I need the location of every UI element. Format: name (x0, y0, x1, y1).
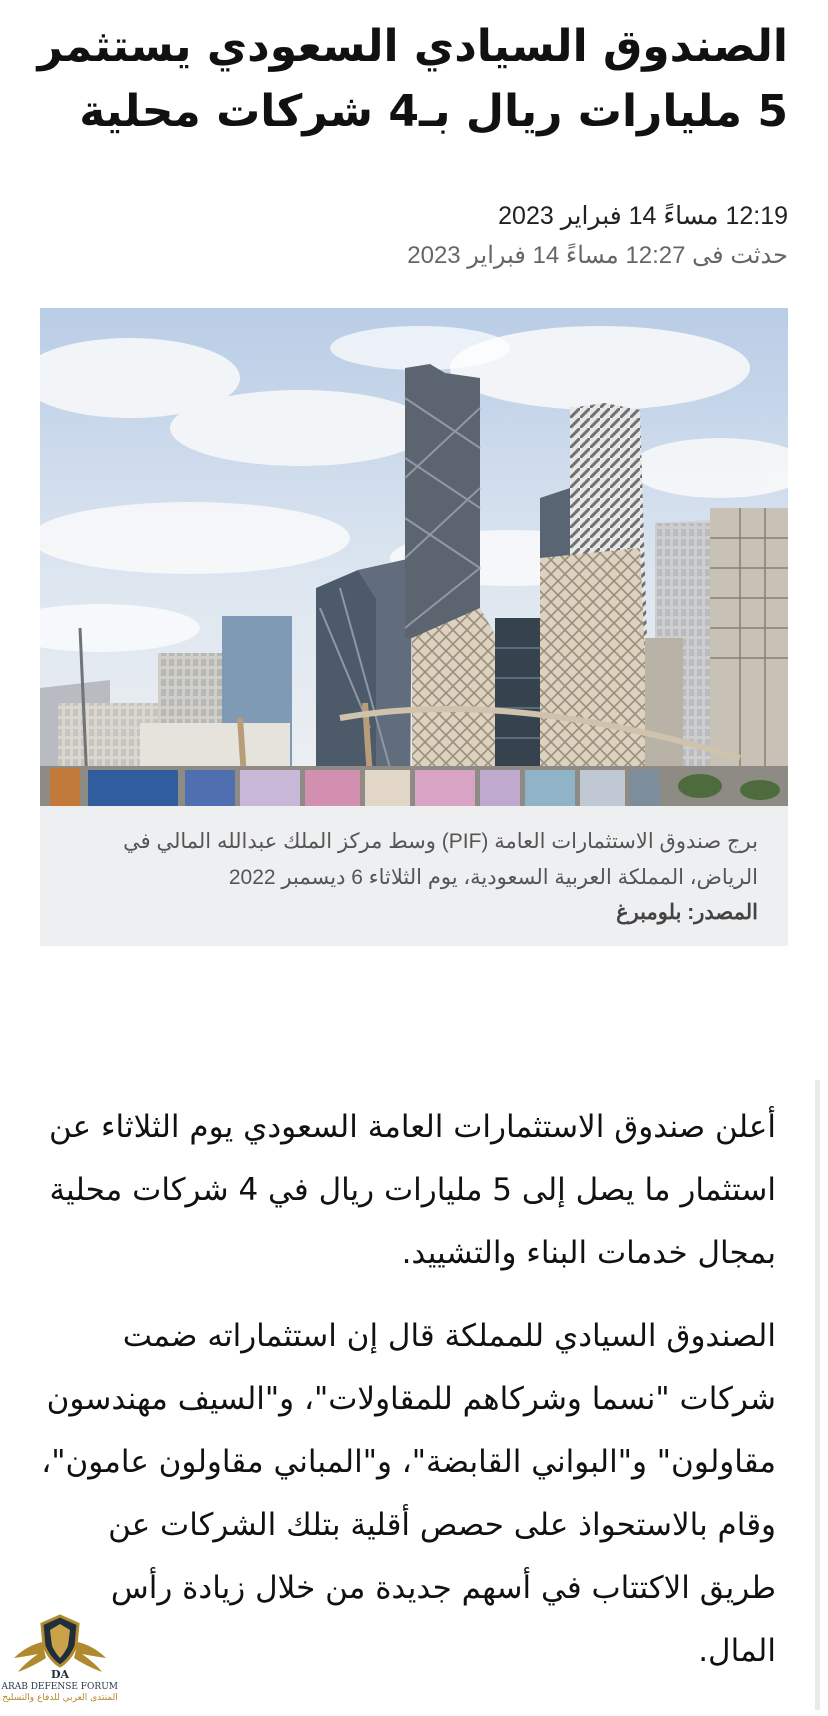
article-headline: الصندوق السيادي السعودي يستثمر 5 مليارات ريال بـ4 شركات محلية (37, 21, 788, 137)
updated-time: حدثت فى 12:27 مساءً 14 فبراير 2023 (407, 242, 788, 269)
article-meta (28, 196, 788, 276)
caption-text: برج صندوق الاستثمارات العامة (PIF) وسط مركز الملك عبدالله المالي في الرياض، المملكة العربية السعودية، يوم الثلاثاء 6 ديسمبر 2022 (123, 830, 758, 889)
article-body (36, 1096, 776, 1683)
article-paragraph: أعلن صندوق الاستثمارات العامة السعودي يوم الثلاثاء عن استثمار ما يصل إلى 5 مليارات ريال في 4 شركات محلية بمجال خدمات البناء والتشييد. (49, 1109, 776, 1271)
article-paragraph: الصندوق السيادي للمملكة قال إن استثماراته ضمت شركات "نسما وشركاهم للمقاولات"، و"السيف مهندسون مقاولون" و"البواني القابضة"، و"المباني مقاولون عامون"، وقام بالاستحواذ على حصص أقلية بتلك الشركات عن طريق الاكتتاب في أسهم جديدة من خلال زيادة رأس المال. (41, 1318, 776, 1669)
shield-wings-icon (10, 1612, 110, 1682)
image-caption (40, 806, 788, 946)
forum-logo-initials: DA (50, 1668, 70, 1681)
forum-name-en: ARAB DEFENSE FORUM (1, 1682, 118, 1692)
forum-watermark (2, 1612, 118, 1712)
article-body-scrollbar[interactable] (815, 1080, 820, 1710)
forum-name-ar: المنتدى العربي للدفاع والتسليح (2, 1693, 118, 1703)
skyline-illustration (40, 308, 788, 806)
published-time: 12:19 مساءً 14 فبراير 2023 (498, 202, 788, 230)
caption-source: المصدر: بلومبرغ (616, 901, 758, 924)
hero-image (40, 308, 788, 806)
